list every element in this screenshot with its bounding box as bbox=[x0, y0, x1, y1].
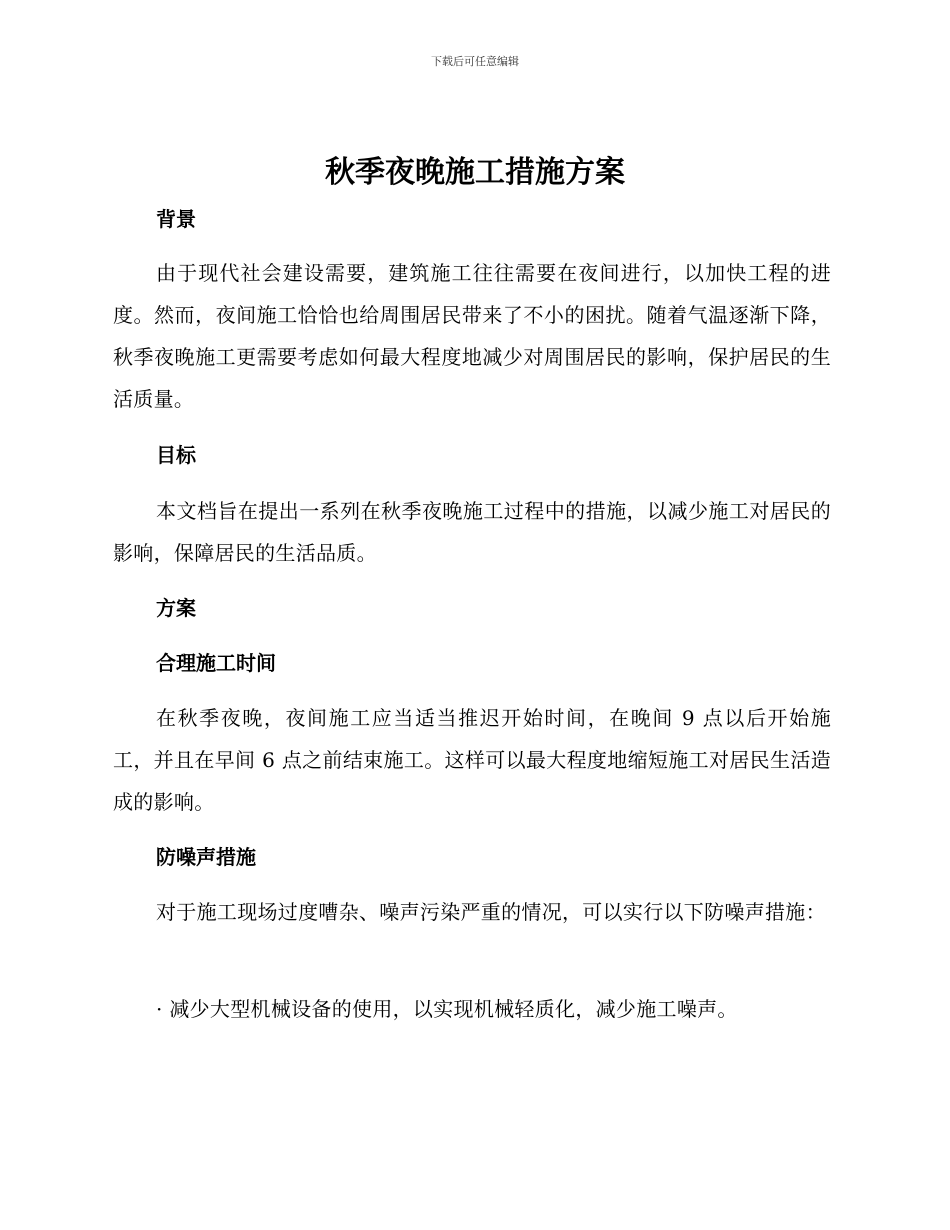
section-heading-plan: 方案 bbox=[156, 596, 196, 620]
section-heading-goal: 目标 bbox=[156, 443, 196, 467]
page-header-note: 下载后可任意编辑 bbox=[431, 55, 519, 68]
document-title: 秋季夜晚施工措施方案 bbox=[325, 155, 625, 190]
background-paragraph: 由于现代社会建设需要，建筑施工往往需要在夜间进行，以加快工程的进度。然而，夜间施工恰恰也给周围居民带来了不小的困扰。随着气温逐渐下降，秋季夜晚施工更需要考虑如何最大程度地减少对周围居民的影响，保护居民的生活质量。 bbox=[113, 261, 831, 411]
section-heading-noise: 防噪声措施 bbox=[156, 845, 256, 869]
section-heading-timing: 合理施工时间 bbox=[156, 651, 276, 675]
list-item: · 减少大型机械设备的使用，以实现机械轻质化，减少施工噪声。 bbox=[156, 997, 738, 1021]
noise-paragraph: 对于施工现场过度嘈杂、噪声污染严重的情况，可以实行以下防噪声措施： bbox=[156, 900, 826, 924]
goal-paragraph: 本文档旨在提出一系列在秋季夜晚施工过程中的措施，以减少施工对居民的影响，保障居民的生活品质。 bbox=[113, 499, 831, 565]
section-heading-background: 背景 bbox=[156, 207, 196, 231]
timing-paragraph: 在秋季夜晚，夜间施工应当适当推迟开始时间，在晚间 9 点以后开始施工，并且在早间 6 点之前结束施工。这样可以最大程度地缩短施工对居民生活造成的影响。 bbox=[113, 706, 831, 814]
